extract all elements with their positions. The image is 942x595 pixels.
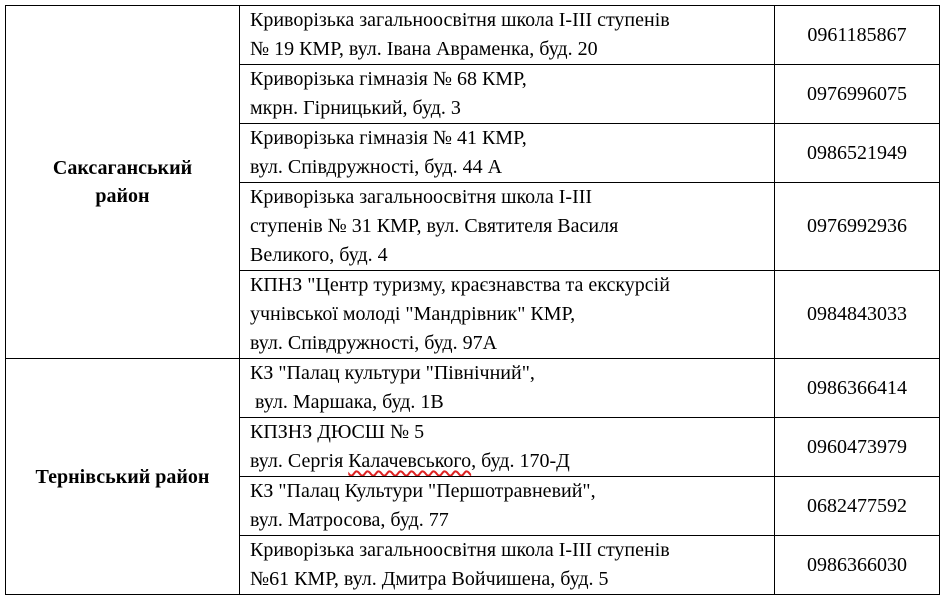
phone-cell: 0961185867: [775, 6, 940, 65]
schools-table: [5, 5, 940, 595]
phone-cell: 0976996075: [775, 65, 940, 124]
address-line: Криворізька гімназія № 41 КМР,: [250, 127, 527, 149]
district-cell: [6, 359, 240, 595]
address-line: учнівської молоді "Мандрівник" КМР,: [250, 303, 576, 325]
spellcheck-mark: Калачевського: [348, 450, 472, 472]
address-cell: [240, 271, 775, 359]
phone-cell: 0986521949: [775, 124, 940, 183]
address-line: №61 КМР, вул. Дмитра Войчишена, буд. 5: [250, 568, 609, 590]
phone-cell: 0986366414: [775, 359, 940, 418]
address-line: Криворізька загальноосвітня школа І-ІІІ: [250, 186, 593, 208]
address-line: КПЗНЗ ДЮСШ № 5: [250, 421, 425, 443]
address-cell: [240, 124, 775, 183]
table-row: [6, 6, 940, 65]
district-name: Тернівський район: [35, 465, 210, 488]
district-name: Саксаганський: [52, 157, 193, 179]
table-row: [6, 359, 940, 418]
district-name: район: [95, 185, 150, 207]
address-line: вул. Співдружності, буд. 97А: [250, 332, 498, 354]
address-line: ступенів № 31 КМР, вул. Святителя Василя: [250, 215, 619, 237]
phone-cell: 0976992936: [775, 183, 940, 271]
address-line: КЗ "Палац Культури "Першотравневий",: [250, 480, 596, 502]
address-line: КЗ "Палац культури "Північний",: [250, 362, 535, 384]
address-cell: [240, 183, 775, 271]
address-line: Криворізька гімназія № 68 КМР,: [250, 68, 527, 90]
phone-cell: 0682477592: [775, 477, 940, 536]
address-cell: [240, 6, 775, 65]
address-cell: [240, 359, 775, 418]
address-line: вул. Сергія Калачевського, буд. 170-Д: [250, 450, 570, 472]
address-cell: [240, 477, 775, 536]
district-cell: [6, 6, 240, 359]
phone-cell: 0986366030: [775, 536, 940, 595]
address-line: КПНЗ "Центр туризму, краєзнавства та екскурсій: [250, 274, 670, 296]
address-line: Криворізька загальноосвітня школа І-ІІІ ступенів: [250, 539, 670, 561]
address-line: № 19 КМР, вул. Івана Авраменка, буд. 20: [250, 38, 598, 60]
address-line: Великого, буд. 4: [250, 244, 388, 266]
address-cell: [240, 536, 775, 595]
address-cell: [240, 418, 775, 477]
phone-cell: 0984843033: [775, 271, 940, 359]
address-line: Криворізька загальноосвітня школа І-ІІІ ступенів: [250, 9, 670, 31]
address-line: мкрн. Гірницький, буд. 3: [250, 97, 461, 119]
address-line: вул. Матросова, буд. 77: [250, 509, 449, 531]
address-line: вул. Маршака, буд. 1В: [250, 391, 444, 413]
address-cell: [240, 65, 775, 124]
address-line: вул. Співдружності, буд. 44 А: [250, 156, 503, 178]
phone-cell: 0960473979: [775, 418, 940, 477]
